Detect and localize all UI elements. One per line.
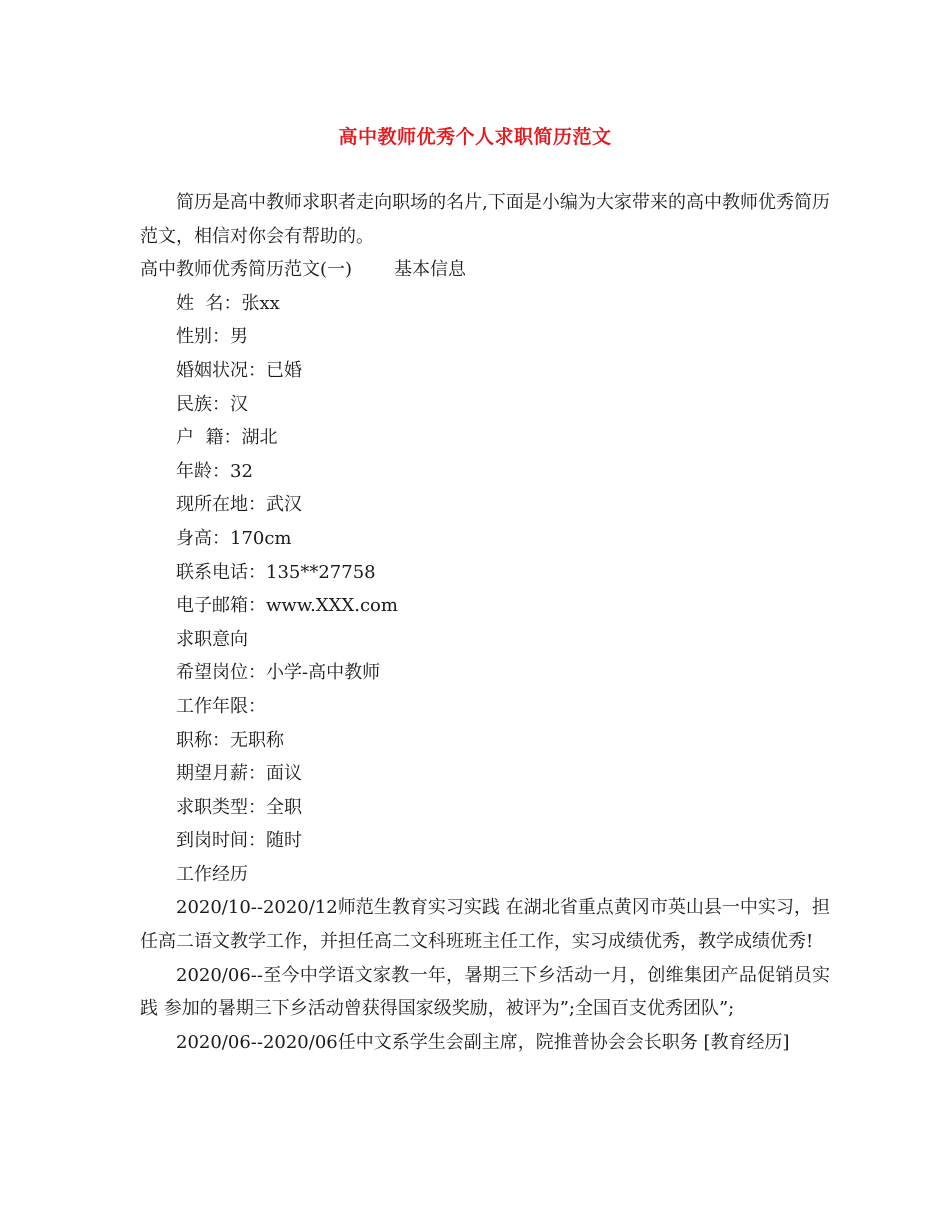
section-heading: 高中教师优秀简历范文(一): [140, 259, 353, 281]
intent-heading: 求职意向: [176, 628, 248, 650]
info-marital-status: 婚姻状况：已婚: [176, 359, 302, 381]
section-heading-line: [140, 253, 830, 287]
document-body: [140, 186, 830, 1059]
info-gender: 性别：男: [176, 326, 248, 348]
work-paragraph: 2020/06--2020/06任中文系学生会副主席，院推普协会会长职务 [教育经历]: [176, 1031, 790, 1053]
document-title: 高中教师优秀个人求职简历范文: [338, 126, 612, 148]
info-location: 现所在地：武汉: [176, 494, 302, 516]
intent-start: 到岗时间：随时: [176, 830, 302, 852]
info-name: 姓 名：张xx: [176, 292, 280, 314]
info-phone: 联系电话：135**27758: [176, 561, 376, 583]
info-ethnicity: 民族：汉: [176, 393, 248, 415]
info-age: 年龄：32: [176, 460, 253, 482]
section-subheading: 基本信息: [394, 259, 467, 281]
intent-salary: 期望月薪：面议: [176, 763, 302, 785]
info-height: 身高：170cm: [176, 527, 292, 549]
work-paragraph: 2020/10--2020/12师范生教育实习实践 在湖北省重点黄冈市英山县一中实习，担任高二语文教学工作，并担任高二文科班班主任工作，实习成绩优秀，教学成绩优秀!: [140, 897, 830, 953]
info-hometown: 户 籍：湖北: [176, 427, 278, 449]
work-paragraph: 2020/06--至今中学语文家教一年，暑期三下乡活动一月，创维集团产品促销员实践 参加的暑期三下乡活动曾获得国家级奖励，被评为”;全国百支优秀团队”;: [140, 964, 830, 1020]
intent-type: 求职类型：全职: [176, 796, 302, 818]
work-heading: 工作经历: [176, 863, 248, 885]
intent-position: 希望岗位：小学-高中教师: [176, 662, 381, 684]
info-email: 电子邮箱：www.XXX.com: [176, 595, 398, 617]
intent-title: 职称：无职称: [176, 729, 284, 751]
intent-years: 工作年限：: [176, 695, 266, 717]
intro-paragraph: 简历是高中教师求职者走向职场的名片,下面是小编为大家带来的高中教师优秀简历范文，相信对你会有帮助的。: [140, 192, 830, 247]
